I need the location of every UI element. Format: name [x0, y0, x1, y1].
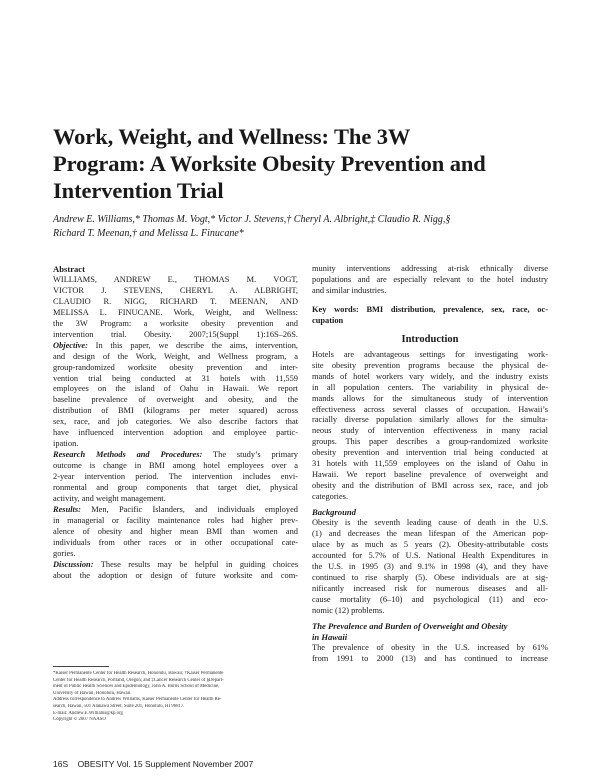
text-line: continued to rise sharply (5). Obese individuals are at sig- [312, 572, 548, 582]
background-paragraph [312, 518, 548, 617]
author-line: Richard T. Meenan,† and Melissa L. Finucane* [53, 228, 244, 239]
text-line: and design of the Work, Weight, and Wellness program, a [53, 351, 298, 361]
text-line: The study’s primary [202, 450, 298, 460]
text-line: baseline prevalence of overweight and obesity, and the [53, 395, 298, 405]
text-line: munity interventions addressing at-risk ethnically diverse [312, 264, 548, 273]
author-line: Andrew E. Williams,* Thomas M. Vogt,* Victor J. Stevens,† Cheryl A. Albright,‡ Claudio R. Nigg,§ [53, 214, 451, 225]
left-column [53, 264, 298, 582]
footnote-line: Address correspondence to Andrew Williams, Kaiser Permanente Center for Health Re- [53, 697, 222, 703]
text-line: cause mortality (6–10) and psychological (11) and eco- [312, 594, 548, 604]
footnote [53, 671, 298, 724]
text-line: Men, Pacific Islanders, and individuals employed [80, 504, 298, 514]
author-list [53, 213, 573, 241]
prevalence-heading [312, 621, 548, 643]
text-line: have influenced intervention adoption and employee partic- [53, 428, 298, 438]
text-line: and similar industries. [312, 285, 387, 295]
text-line: Obesity is the seventh leading cause of death in the U.S. [312, 518, 548, 528]
abstract-results [53, 505, 298, 560]
text-line: obesity prevention and intervention trial being conducted at [312, 448, 548, 458]
text-line: mands allows for the simultaneous study of intervention [312, 393, 548, 403]
abstract-citation [53, 275, 298, 341]
results-label: Results: [53, 504, 81, 514]
text-line: cupation [312, 315, 344, 325]
text-line: WILLIAMS, ANDREW E., THOMAS M. VOGT, [53, 274, 298, 284]
introduction-heading: Introduction [401, 333, 459, 345]
text-line: the 3W Program: a worksite obesity prevention and [53, 318, 298, 328]
text-line: VICTOR J. STEVENS, CHERYL A. ALBRIGHT, [53, 285, 298, 295]
subheading-line: in Hawaii [312, 631, 348, 642]
text-line: in managerial or facility maintenance roles had higher prev- [53, 515, 298, 525]
keywords [312, 305, 548, 327]
text-line: about the adoption or design of future worksite and com- [53, 570, 298, 580]
text-line: activity, and weight management. [53, 494, 166, 504]
text-line: MELISSA L. FINUCANE. Work, Weight, and Wellness: [53, 307, 298, 317]
text-line: groups. This paper describes a group-randomized worksite [312, 437, 548, 447]
introduction-paragraph [312, 350, 548, 503]
text-line: site obesity prevention programs because the physical de- [312, 360, 548, 370]
text-line: In this paper, we describe the aims, intervention, [87, 340, 298, 350]
title-line: Intervention Trial [53, 178, 224, 203]
footnote-line: Center for Health Research, Portland, Oregon; and ‡Cancer Research Center of §Depart- [53, 677, 224, 683]
methods-label: Research Methods and Procedures: [53, 450, 203, 460]
text-line: distribution of BMI (kilograms per meter squared) across [53, 406, 298, 416]
footnote-rule [53, 666, 109, 667]
title-line: Program: A Worksite Obesity Prevention and [53, 151, 486, 176]
text-line: group-randomized worksite obesity prevention and inter- [53, 362, 298, 372]
objective-label: Objective: [53, 340, 88, 350]
right-column [312, 264, 548, 665]
text-line: the U.S. in 1995 (3) and 9.1% in 1998 (4), and they have [312, 561, 548, 571]
text-line: populations and are especially relevant to the hotel industry [312, 274, 548, 284]
discussion-label: Discussion: [53, 559, 94, 569]
footnote-line: University of Hawaii, Honolulu, Hawaii. [53, 690, 132, 696]
text-line: alence of obesity and higher mean BMI than women and [53, 526, 298, 536]
text-line: ipation. [53, 439, 79, 449]
text-line: (1) and decreases the mean lifespan of the American pop- [312, 529, 548, 539]
subheading-line: The Prevalence and Burden of Overweight and Obesity [312, 620, 508, 631]
title-line: Work, Weight, and Wellness: The 3W [53, 124, 411, 149]
text-line: sex, race, and job categories. We also describe factors that [53, 417, 298, 427]
text-line: mands of hotel workers vary widely, and the industry exists [312, 371, 548, 381]
text-line: intervention trial. Obesity. 2007;15(Suppl 1):16S–26S. [53, 329, 298, 339]
abstract-methods [53, 450, 298, 505]
text-line: gories. [53, 548, 76, 558]
text-line: Hawaii. We report baseline prevalence of overweight and [312, 470, 548, 480]
abstract-heading: Abstract [53, 264, 85, 274]
text-line: These results may be helpful in guiding choices [93, 559, 298, 569]
text-line: ulace by as much as 5 years (2). Obesity-attributable costs [312, 540, 548, 550]
text-line: in all population centers. The variability in physical de- [312, 382, 548, 392]
text-line: from 1991 to 2000 (13) and has continued to increase [312, 653, 548, 663]
text-line: ronmental and group components that target diet, physical [53, 483, 298, 493]
article-title [53, 123, 573, 204]
text-line: individuals from other races or in other occupational cate- [53, 537, 298, 547]
text-line: nificantly increased risk for numerous diseases and all- [312, 583, 548, 593]
text-line: outcome is change in BMI among hotel employees over a [53, 461, 298, 471]
footnote-line: ment of Public Health Sciences and Epidemiology, John A. Burns School of Medicine, [53, 684, 220, 690]
text-line: racially diverse population similarly allows for the simulta- [312, 415, 548, 425]
text-line: obesity and the distribution of BMI across sex, race, and job [312, 481, 548, 491]
text-line: 31 hotels with 11,559 employees on the island of Oahu in [312, 459, 548, 469]
footnote-line: E-mail: Andrew.E.Williams@kp.org [53, 710, 123, 716]
text-line: CLAUDIO R. NIGG, RICHARD T. MEENAN, AND [53, 296, 298, 306]
text-line: effectiveness across several classes of occupation. Hawaii’s [312, 404, 548, 414]
text-line: 2-year intervention period. The intervention includes envi- [53, 472, 298, 482]
footnote-line: Copyright © 2007 NAASO [53, 717, 106, 723]
text-line: categories. [312, 492, 349, 502]
text-line: vention trial being conducted at 31 hotels with 11,559 [53, 373, 298, 383]
text-line: The prevalence of obesity in the U.S. increased by 61% [312, 642, 548, 652]
text-line: accounted for 5.7% of U.S. National Health Expenditures in [312, 550, 548, 560]
text-line: Hotels are advantageous settings for investigating work- [312, 349, 548, 359]
background-heading: Background [312, 507, 356, 518]
text-line: nomic (12) problems. [312, 605, 385, 615]
running-footer: 16S OBESITY Vol. 15 Supplement November 2007 [53, 759, 254, 769]
abstract-objective [53, 341, 298, 451]
footnote-line: *Kaiser Permanente Center for Health Research, Honolulu, Hawaii; †Kaiser Permanente [53, 671, 224, 676]
text-line: employees on the island of Oahu in Hawaii. We report [53, 384, 298, 394]
text-line: Key words: BMI distribution, prevalence, sex, race, oc- [312, 304, 548, 314]
footnote-line: search, Hawaii, 501 Alakawa Street, Suite 201, Honolulu, HI 96817. [53, 703, 185, 709]
abstract-discussion [53, 560, 298, 582]
text-line: neous study of intervention effectiveness in many racial [312, 426, 548, 436]
prevalence-paragraph [312, 643, 548, 665]
abstract-continued [312, 264, 548, 297]
